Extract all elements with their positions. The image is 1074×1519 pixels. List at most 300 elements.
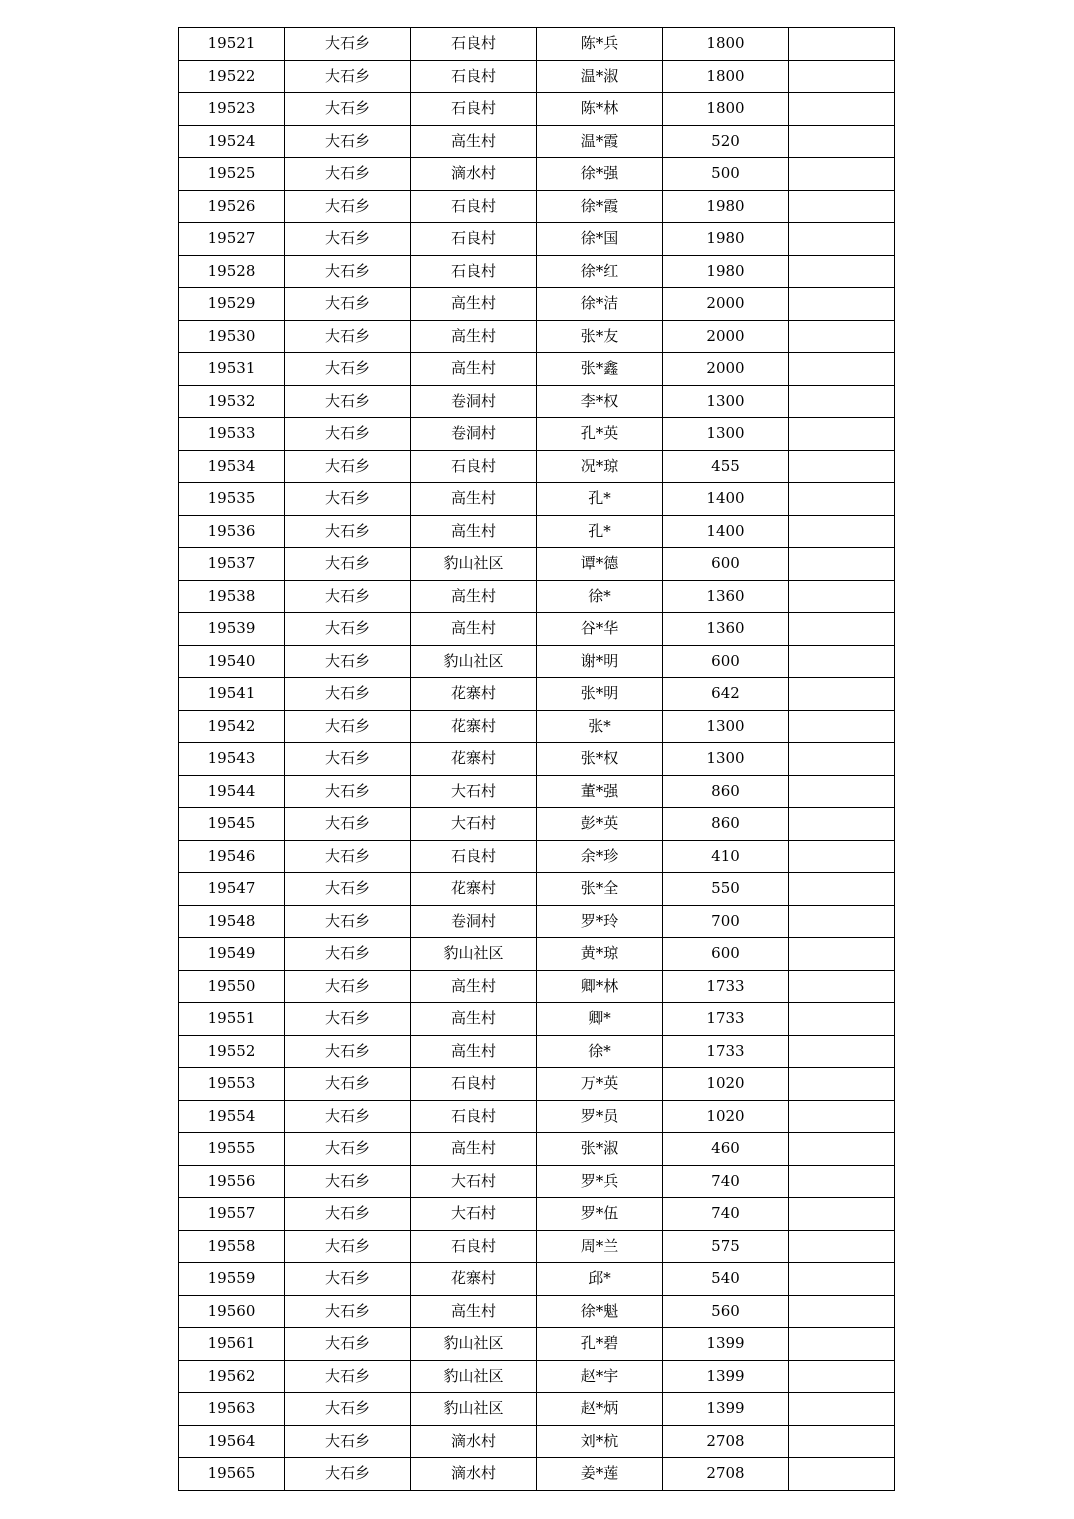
cell-township: 大石乡: [285, 1230, 411, 1263]
cell-id: 19522: [179, 60, 285, 93]
cell-name: 张*权: [537, 743, 663, 776]
table-row: [179, 288, 895, 321]
cell-name: 徐*国: [537, 223, 663, 256]
cell-id: 19538: [179, 580, 285, 613]
cell-note: [789, 483, 895, 516]
cell-note: [789, 125, 895, 158]
table-row: [179, 320, 895, 353]
cell-name: 孔*: [537, 515, 663, 548]
cell-note: [789, 905, 895, 938]
cell-township: 大石乡: [285, 743, 411, 776]
cell-township: 大石乡: [285, 515, 411, 548]
cell-id: 19533: [179, 418, 285, 451]
cell-village: 卷洞村: [411, 905, 537, 938]
cell-name: 张*鑫: [537, 353, 663, 386]
cell-name: 徐*强: [537, 158, 663, 191]
cell-name: 罗*伍: [537, 1198, 663, 1231]
cell-id: 19549: [179, 938, 285, 971]
cell-note: [789, 418, 895, 451]
cell-township: 大石乡: [285, 255, 411, 288]
cell-village: 高生村: [411, 125, 537, 158]
table-row: [179, 1003, 895, 1036]
table-row: [179, 483, 895, 516]
table-row: [179, 515, 895, 548]
cell-village: 石良村: [411, 450, 537, 483]
cell-village: 石良村: [411, 190, 537, 223]
cell-note: [789, 223, 895, 256]
cell-name: 赵*宇: [537, 1360, 663, 1393]
cell-village: 花寨村: [411, 743, 537, 776]
table-row: [179, 1393, 895, 1426]
cell-amount: 575: [663, 1230, 789, 1263]
cell-amount: 1399: [663, 1328, 789, 1361]
cell-id: 19554: [179, 1100, 285, 1133]
cell-village: 高生村: [411, 515, 537, 548]
table-row: [179, 93, 895, 126]
cell-amount: 600: [663, 938, 789, 971]
table-row: [179, 1425, 895, 1458]
table-row: [179, 1458, 895, 1491]
cell-village: 大石村: [411, 808, 537, 841]
cell-note: [789, 1035, 895, 1068]
cell-township: 大石乡: [285, 1328, 411, 1361]
cell-note: [789, 450, 895, 483]
cell-amount: 460: [663, 1133, 789, 1166]
cell-name: 孔*碧: [537, 1328, 663, 1361]
cell-township: 大石乡: [285, 1425, 411, 1458]
cell-township: 大石乡: [285, 548, 411, 581]
cell-id: 19546: [179, 840, 285, 873]
cell-village: 石良村: [411, 28, 537, 61]
cell-village: 花寨村: [411, 873, 537, 906]
table-row: [179, 775, 895, 808]
cell-township: 大石乡: [285, 775, 411, 808]
cell-amount: 642: [663, 678, 789, 711]
cell-note: [789, 288, 895, 321]
table-row: [179, 873, 895, 906]
cell-note: [789, 938, 895, 971]
cell-name: 余*珍: [537, 840, 663, 873]
cell-id: 19550: [179, 970, 285, 1003]
cell-township: 大石乡: [285, 580, 411, 613]
cell-village: 石良村: [411, 840, 537, 873]
cell-village: 高生村: [411, 353, 537, 386]
cell-village: 高生村: [411, 1035, 537, 1068]
cell-village: 石良村: [411, 93, 537, 126]
cell-id: 19528: [179, 255, 285, 288]
cell-name: 李*权: [537, 385, 663, 418]
cell-note: [789, 353, 895, 386]
cell-name: 温*霞: [537, 125, 663, 158]
cell-amount: 860: [663, 808, 789, 841]
cell-id: 19531: [179, 353, 285, 386]
cell-amount: 2708: [663, 1425, 789, 1458]
cell-amount: 2000: [663, 288, 789, 321]
table-row: [179, 1230, 895, 1263]
cell-name: 彭*英: [537, 808, 663, 841]
cell-note: [789, 1328, 895, 1361]
cell-amount: 1800: [663, 60, 789, 93]
cell-id: 19565: [179, 1458, 285, 1491]
cell-township: 大石乡: [285, 320, 411, 353]
cell-township: 大石乡: [285, 288, 411, 321]
cell-village: 高生村: [411, 483, 537, 516]
table-row: [179, 60, 895, 93]
cell-name: 徐*魁: [537, 1295, 663, 1328]
cell-township: 大石乡: [285, 190, 411, 223]
cell-name: 徐*红: [537, 255, 663, 288]
table-row: [179, 450, 895, 483]
cell-name: 卿*: [537, 1003, 663, 1036]
cell-township: 大石乡: [285, 1360, 411, 1393]
table-row: [179, 1360, 895, 1393]
cell-village: 豹山社区: [411, 1360, 537, 1393]
cell-amount: 700: [663, 905, 789, 938]
cell-village: 高生村: [411, 1003, 537, 1036]
cell-note: [789, 1198, 895, 1231]
cell-township: 大石乡: [285, 1068, 411, 1101]
cell-village: 花寨村: [411, 710, 537, 743]
cell-amount: 2000: [663, 353, 789, 386]
cell-note: [789, 678, 895, 711]
cell-id: 19559: [179, 1263, 285, 1296]
cell-amount: 1300: [663, 743, 789, 776]
table-row: [179, 1328, 895, 1361]
cell-village: 滴水村: [411, 158, 537, 191]
cell-village: 高生村: [411, 613, 537, 646]
cell-note: [789, 28, 895, 61]
cell-name: 黄*琼: [537, 938, 663, 971]
cell-id: 19547: [179, 873, 285, 906]
cell-name: 罗*玲: [537, 905, 663, 938]
cell-id: 19540: [179, 645, 285, 678]
cell-village: 豹山社区: [411, 1328, 537, 1361]
cell-name: 邱*: [537, 1263, 663, 1296]
cell-amount: 1980: [663, 190, 789, 223]
cell-note: [789, 255, 895, 288]
cell-id: 19556: [179, 1165, 285, 1198]
cell-village: 石良村: [411, 1068, 537, 1101]
cell-name: 谢*明: [537, 645, 663, 678]
cell-note: [789, 1068, 895, 1101]
cell-amount: 1800: [663, 93, 789, 126]
cell-village: 高生村: [411, 580, 537, 613]
cell-amount: 520: [663, 125, 789, 158]
cell-township: 大石乡: [285, 28, 411, 61]
cell-township: 大石乡: [285, 938, 411, 971]
cell-amount: 1360: [663, 613, 789, 646]
table-row: [179, 1295, 895, 1328]
cell-note: [789, 1425, 895, 1458]
cell-village: 豹山社区: [411, 548, 537, 581]
cell-note: [789, 60, 895, 93]
table-row: [179, 580, 895, 613]
cell-id: 19541: [179, 678, 285, 711]
cell-id: 19539: [179, 613, 285, 646]
cell-note: [789, 775, 895, 808]
cell-note: [789, 710, 895, 743]
cell-township: 大石乡: [285, 1035, 411, 1068]
table-body: [179, 28, 895, 1491]
cell-name: 陈*兵: [537, 28, 663, 61]
cell-name: 徐*洁: [537, 288, 663, 321]
table-row: [179, 840, 895, 873]
cell-village: 滴水村: [411, 1458, 537, 1491]
table-row: [179, 255, 895, 288]
cell-village: 花寨村: [411, 1263, 537, 1296]
cell-id: 19536: [179, 515, 285, 548]
cell-township: 大石乡: [285, 125, 411, 158]
data-table: [178, 27, 895, 1491]
cell-township: 大石乡: [285, 840, 411, 873]
cell-village: 石良村: [411, 223, 537, 256]
cell-note: [789, 1100, 895, 1133]
cell-township: 大石乡: [285, 710, 411, 743]
cell-name: 周*兰: [537, 1230, 663, 1263]
cell-note: [789, 1263, 895, 1296]
cell-id: 19548: [179, 905, 285, 938]
cell-name: 谭*德: [537, 548, 663, 581]
cell-note: [789, 1165, 895, 1198]
cell-township: 大石乡: [285, 808, 411, 841]
cell-id: 19530: [179, 320, 285, 353]
cell-note: [789, 613, 895, 646]
cell-township: 大石乡: [285, 905, 411, 938]
cell-id: 19521: [179, 28, 285, 61]
cell-id: 19553: [179, 1068, 285, 1101]
cell-id: 19557: [179, 1198, 285, 1231]
cell-name: 徐*: [537, 1035, 663, 1068]
table-row: [179, 190, 895, 223]
table-row: [179, 1198, 895, 1231]
cell-note: [789, 1133, 895, 1166]
table-row: [179, 710, 895, 743]
cell-amount: 1733: [663, 970, 789, 1003]
cell-name: 张*淑: [537, 1133, 663, 1166]
cell-township: 大石乡: [285, 1198, 411, 1231]
cell-village: 高生村: [411, 288, 537, 321]
cell-note: [789, 808, 895, 841]
cell-amount: 540: [663, 1263, 789, 1296]
cell-village: 豹山社区: [411, 938, 537, 971]
table-row: [179, 1100, 895, 1133]
cell-name: 张*明: [537, 678, 663, 711]
cell-note: [789, 515, 895, 548]
cell-amount: 1020: [663, 1068, 789, 1101]
cell-amount: 1020: [663, 1100, 789, 1133]
cell-name: 万*英: [537, 1068, 663, 1101]
cell-note: [789, 743, 895, 776]
cell-note: [789, 645, 895, 678]
cell-id: 19526: [179, 190, 285, 223]
cell-village: 高生村: [411, 1295, 537, 1328]
cell-note: [789, 190, 895, 223]
cell-note: [789, 873, 895, 906]
table-row: [179, 1035, 895, 1068]
table-row: [179, 905, 895, 938]
cell-township: 大石乡: [285, 450, 411, 483]
cell-township: 大石乡: [285, 873, 411, 906]
cell-amount: 455: [663, 450, 789, 483]
table-row: [179, 1133, 895, 1166]
table-row: [179, 548, 895, 581]
cell-village: 花寨村: [411, 678, 537, 711]
cell-township: 大石乡: [285, 1165, 411, 1198]
cell-township: 大石乡: [285, 223, 411, 256]
cell-id: 19552: [179, 1035, 285, 1068]
cell-note: [789, 1360, 895, 1393]
cell-id: 19551: [179, 1003, 285, 1036]
cell-township: 大石乡: [285, 353, 411, 386]
table-row: [179, 1068, 895, 1101]
cell-amount: 860: [663, 775, 789, 808]
cell-village: 滴水村: [411, 1425, 537, 1458]
table-row: [179, 418, 895, 451]
cell-amount: 1400: [663, 515, 789, 548]
cell-township: 大石乡: [285, 645, 411, 678]
cell-village: 石良村: [411, 1230, 537, 1263]
cell-name: 孔*英: [537, 418, 663, 451]
cell-id: 19545: [179, 808, 285, 841]
cell-township: 大石乡: [285, 678, 411, 711]
cell-id: 19542: [179, 710, 285, 743]
table-row: [179, 970, 895, 1003]
cell-id: 19535: [179, 483, 285, 516]
cell-amount: 1800: [663, 28, 789, 61]
cell-amount: 410: [663, 840, 789, 873]
cell-note: [789, 1295, 895, 1328]
cell-id: 19562: [179, 1360, 285, 1393]
cell-note: [789, 548, 895, 581]
cell-village: 大石村: [411, 1198, 537, 1231]
table-row: [179, 223, 895, 256]
cell-name: 徐*: [537, 580, 663, 613]
cell-name: 况*琼: [537, 450, 663, 483]
cell-name: 张*友: [537, 320, 663, 353]
cell-amount: 1733: [663, 1035, 789, 1068]
cell-village: 卷洞村: [411, 418, 537, 451]
cell-id: 19524: [179, 125, 285, 158]
cell-id: 19555: [179, 1133, 285, 1166]
cell-township: 大石乡: [285, 1393, 411, 1426]
cell-name: 姜*莲: [537, 1458, 663, 1491]
cell-name: 卿*林: [537, 970, 663, 1003]
cell-amount: 2708: [663, 1458, 789, 1491]
cell-note: [789, 385, 895, 418]
cell-township: 大石乡: [285, 385, 411, 418]
cell-name: 张*: [537, 710, 663, 743]
cell-name: 陈*林: [537, 93, 663, 126]
table-row: [179, 28, 895, 61]
cell-village: 高生村: [411, 1133, 537, 1166]
cell-name: 徐*霞: [537, 190, 663, 223]
cell-id: 19534: [179, 450, 285, 483]
cell-amount: 560: [663, 1295, 789, 1328]
cell-note: [789, 1458, 895, 1491]
table-row: [179, 353, 895, 386]
cell-name: 谷*华: [537, 613, 663, 646]
cell-village: 卷洞村: [411, 385, 537, 418]
cell-amount: 550: [663, 873, 789, 906]
cell-amount: 1980: [663, 255, 789, 288]
cell-id: 19543: [179, 743, 285, 776]
cell-id: 19525: [179, 158, 285, 191]
table-row: [179, 158, 895, 191]
cell-name: 温*淑: [537, 60, 663, 93]
cell-township: 大石乡: [285, 158, 411, 191]
cell-name: 刘*杭: [537, 1425, 663, 1458]
cell-village: 石良村: [411, 255, 537, 288]
cell-note: [789, 580, 895, 613]
cell-id: 19558: [179, 1230, 285, 1263]
table-row: [179, 743, 895, 776]
cell-village: 大石村: [411, 1165, 537, 1198]
cell-id: 19564: [179, 1425, 285, 1458]
table-row: [179, 938, 895, 971]
cell-id: 19563: [179, 1393, 285, 1426]
cell-id: 19523: [179, 93, 285, 126]
cell-note: [789, 1393, 895, 1426]
cell-township: 大石乡: [285, 93, 411, 126]
cell-name: 张*全: [537, 873, 663, 906]
cell-township: 大石乡: [285, 613, 411, 646]
cell-township: 大石乡: [285, 1133, 411, 1166]
table-row: [179, 125, 895, 158]
cell-id: 19532: [179, 385, 285, 418]
cell-township: 大石乡: [285, 1458, 411, 1491]
cell-id: 19527: [179, 223, 285, 256]
cell-amount: 1300: [663, 710, 789, 743]
table-row: [179, 613, 895, 646]
cell-amount: 600: [663, 645, 789, 678]
table-row: [179, 385, 895, 418]
cell-note: [789, 970, 895, 1003]
cell-name: 罗*兵: [537, 1165, 663, 1198]
cell-note: [789, 93, 895, 126]
cell-name: 董*强: [537, 775, 663, 808]
cell-township: 大石乡: [285, 60, 411, 93]
cell-township: 大石乡: [285, 1263, 411, 1296]
cell-township: 大石乡: [285, 1295, 411, 1328]
cell-id: 19537: [179, 548, 285, 581]
cell-township: 大石乡: [285, 483, 411, 516]
cell-amount: 1980: [663, 223, 789, 256]
cell-id: 19560: [179, 1295, 285, 1328]
cell-amount: 740: [663, 1198, 789, 1231]
cell-name: 赵*炳: [537, 1393, 663, 1426]
cell-amount: 1399: [663, 1393, 789, 1426]
cell-amount: 1399: [663, 1360, 789, 1393]
table-row: [179, 1263, 895, 1296]
cell-village: 高生村: [411, 320, 537, 353]
cell-township: 大石乡: [285, 418, 411, 451]
cell-amount: 1300: [663, 418, 789, 451]
cell-amount: 1733: [663, 1003, 789, 1036]
cell-village: 石良村: [411, 60, 537, 93]
cell-village: 大石村: [411, 775, 537, 808]
cell-name: 孔*: [537, 483, 663, 516]
cell-id: 19529: [179, 288, 285, 321]
table-row: [179, 1165, 895, 1198]
cell-village: 豹山社区: [411, 645, 537, 678]
cell-village: 高生村: [411, 970, 537, 1003]
table-row: [179, 678, 895, 711]
cell-id: 19561: [179, 1328, 285, 1361]
cell-township: 大石乡: [285, 1003, 411, 1036]
table-row: [179, 645, 895, 678]
cell-id: 19544: [179, 775, 285, 808]
cell-amount: 1360: [663, 580, 789, 613]
